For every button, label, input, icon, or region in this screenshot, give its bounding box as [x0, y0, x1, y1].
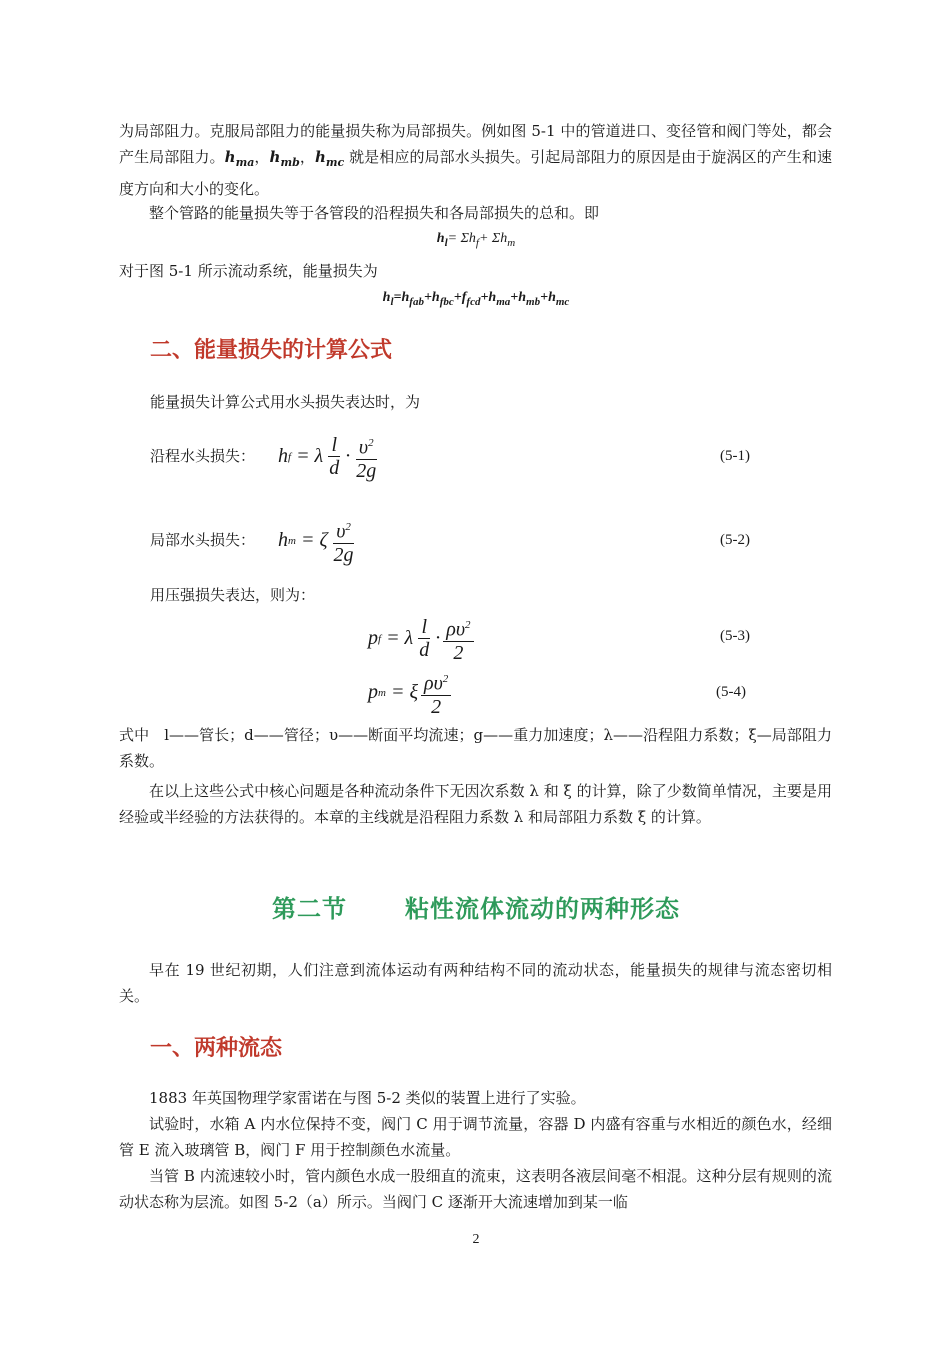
- paragraph-local-resistance: 为局部阻力。克服局部阻力的能量损失称为局部损失。例如图 5-1 中的管道进口、变径管和阀门等处，都会产生局部阻力。$h_{ma}$，$h_{mb}$，$h_{mc}$ 就是相应的局部水头损失。引起局部阻力的原因是由于旋涡区的产生和速度方向和大小的变化。: [119, 122, 832, 198]
- equation-number-5-1: (5-1): [720, 448, 750, 464]
- formula-intro: 能量损失计算公式用水头损失表达时，为: [150, 393, 421, 411]
- paragraph-figure-system: 对于图 5-1 所示流动系统，能量损失为: [119, 262, 378, 280]
- heading-two-states: 一、两种流态: [150, 1036, 283, 1061]
- paragraph-history: 早在 19 世纪初期，人们注意到流体运动有两种结构不同的流动状态，能量损失的规律与流态密切相关。: [119, 961, 832, 1005]
- paragraph-laminar: 当管 B 内流速较小时，管内颜色水成一股细直的流束，这表明各液层间毫不相混。这种分层有规则的流动状态称为层流。如图 5-2（a）所示。当阀门 C 逐渐开大流速增加到某一临: [119, 1167, 832, 1211]
- label-local-loss: 局部水头损失：: [150, 531, 256, 549]
- equation-number-5-2: (5-2): [720, 532, 750, 548]
- equation-number-5-3: (5-3): [720, 628, 750, 644]
- equation-system-loss: $h_l=h_{fab}+h_{fbc}+f_{fcd}+h_{ma}+h_{mb}+h_{mc}$: [382, 290, 570, 308]
- paragraph-experiment: 试验时，水箱 A 内水位保持不变，阀门 C 用于调节流量，容器 D 内盛有容重与水相近的颜色水，经细管 E 流入玻璃管 B，阀门 F 用于控制颜色水流量。: [119, 1115, 832, 1159]
- label-friction-loss: 沿程水头损失：: [150, 447, 256, 465]
- paragraph-core-problem: 在以上这些公式中核心问题是各种流动条件下无因次系数 λ 和 ξ 的计算，除了少数简单情况，主要是用经验或半经验的方法获得的。本章的主线就是沿程阻力系数 λ 和局部阻力系数 ξ 的计算。: [119, 782, 832, 826]
- paragraph-symbols: 式中 l——管长；d——管径；υ——断面平均流速；g——重力加速度；λ——沿程阻力系数；ξ—局部阻力系数。: [119, 726, 832, 770]
- heading-formula: 二、能量损失的计算公式: [150, 338, 393, 363]
- equation-5-4: p m = ξ $\frac{\rho\upsilon^2}{2}$: [368, 668, 454, 718]
- equation-5-1: h f = λ $\frac{l}{d}$ · $\frac{\upsilon^2}{2g}$: [278, 432, 382, 482]
- section-title: 第二节 粘性流体流动的两种形态: [272, 895, 680, 923]
- equation-5-2: h m = ζ $\frac{\upsilon^2}{2g}$: [278, 516, 360, 566]
- paragraph-1883: 1883 年英国物理学家雷诺在与图 5-2 类似的装置上进行了实验。: [149, 1089, 586, 1107]
- equation-total-loss: $h_l= \Sigma h_f+ \Sigma h_m$: [436, 231, 516, 249]
- pressure-intro: 用压强损失表达，则为：: [150, 586, 316, 604]
- equation-5-3: p f = λ $\frac{l}{d}$ · $\frac{\rho\upsilon^2}{2}$: [368, 614, 477, 664]
- paragraph-total-loss: 整个管路的能量损失等于各管段的沿程损失和各局部损失的总和。即: [149, 204, 600, 222]
- page-number: 2: [472, 1232, 480, 1247]
- equation-number-5-4: (5-4): [716, 684, 746, 700]
